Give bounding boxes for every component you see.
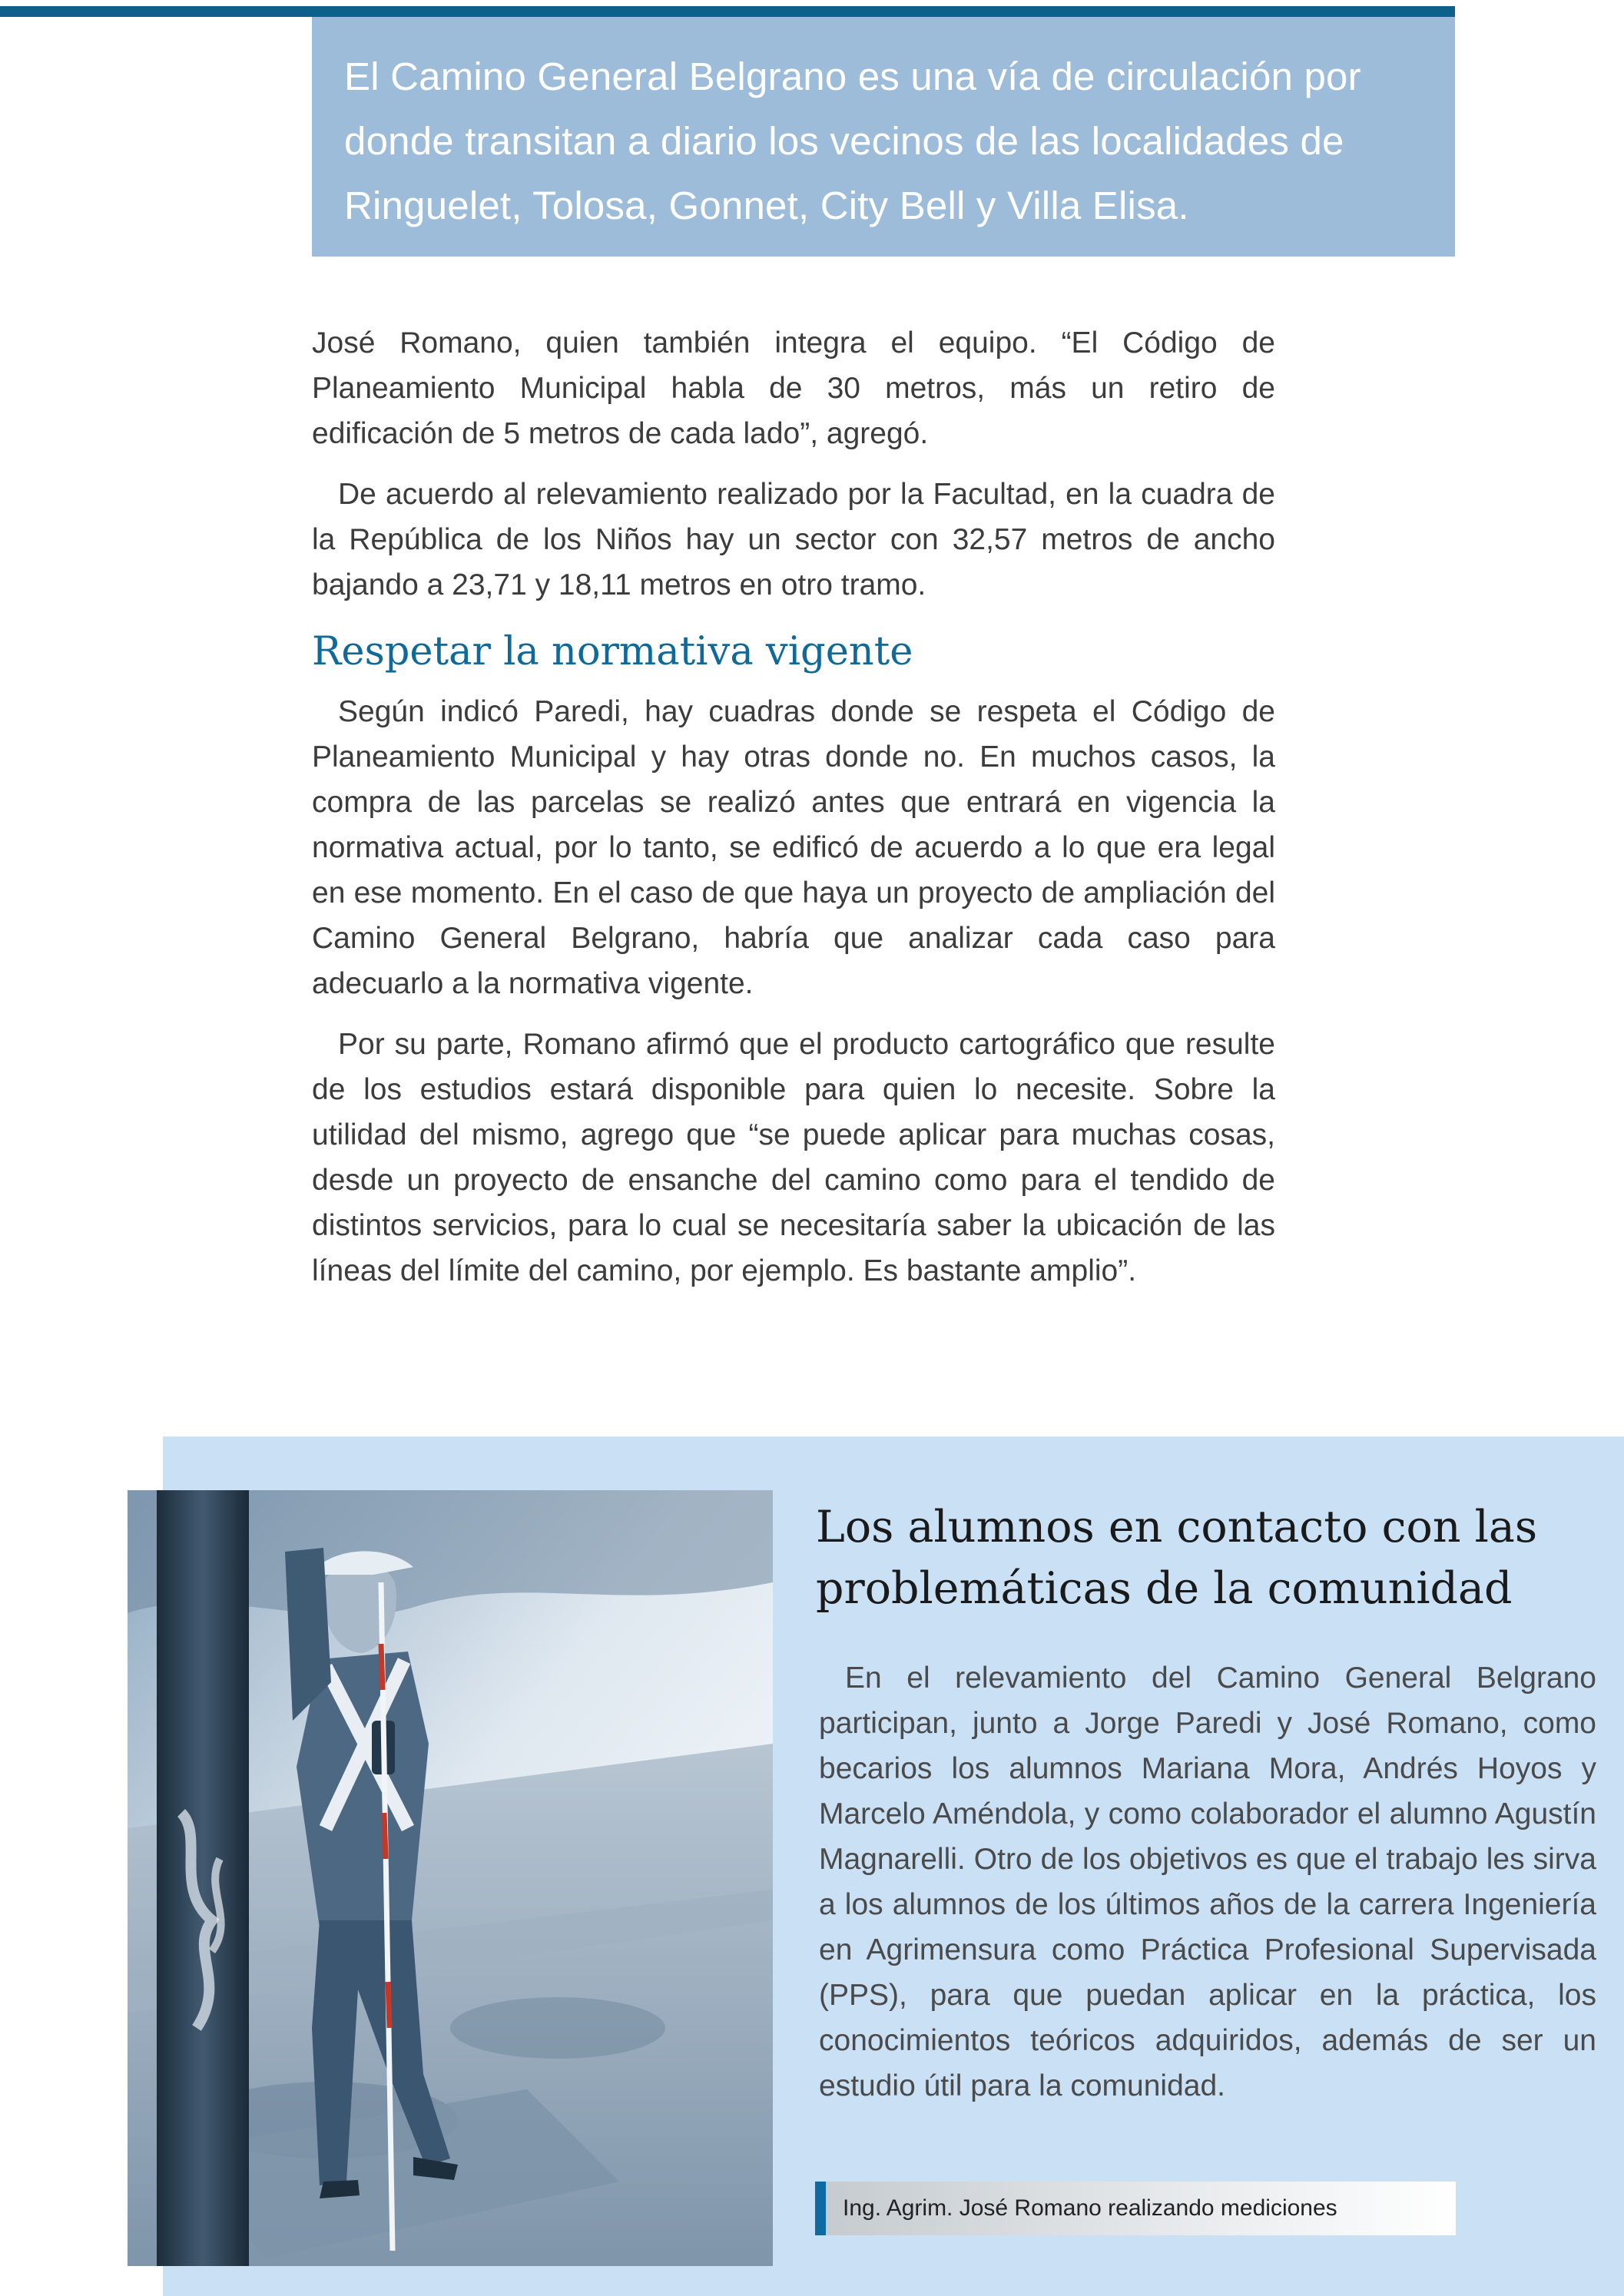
article-paragraph: José Romano, quien también integra el equipo. “El Código de Planeamiento Municipal habla de 30 metros, más un retiro de edificación de 5 metros de cada lado”, agregó. (312, 326, 1275, 450)
sidebar-text: En el relevamiento del Camino General Belgrano participan, junto a Jorge Paredi y José Romano, como becarios los alumnos Mariana Mora, Andrés Hoyos y Marcelo Améndola, y como colaborador el alumno Agustín Magnarelli. Otro de los objetivos es que el trabajo les sirva a los alumnos de los últimos años de la carrera Ingeniería en Agrimensura como Práctica Profesional Supervisada (PPS), para que puedan aplicar en la práctica, los conocimientos teóricos adquiridos, además de ser un estudio útil para la comunidad. (819, 1662, 1596, 2102)
photo-caption (815, 2182, 1456, 2235)
article-paragraph: Según indicó Paredi, hay cuadras donde se respeta el Código de Planeamiento Municipal y hay otras donde no. En muchos casos, la compra de las parcelas se realizó antes que entrará en vigencia la normativa actual, por lo tanto, se edificó de acuerdo a lo que era legal en ese momento. En el caso de que haya un proyecto de ampliación del Camino General Belgrano, habría que analizar cada caso para adecuarlo a la normativa vigente. (312, 695, 1275, 1000)
section-heading: Respetar la normativa vigente (312, 629, 913, 674)
surveyor-photo (128, 1490, 773, 2266)
top-rule (0, 6, 1455, 17)
surveyor-photo-illustration (128, 1490, 773, 2266)
caption-accent-bar (815, 2182, 826, 2235)
article-body (312, 320, 1275, 1294)
sidebar-title: Los alumnos en contacto con las problemáticas de la comunidad (816, 1502, 1538, 1614)
pull-quote-text: El Camino General Belgrano es una vía de circulación por donde transitan a diario los vecinos de las localidades de Ringuelet, Tolosa, Gonnet, City Bell y Villa Elisa. (344, 55, 1361, 227)
photo-caption-text: Ing. Agrim. José Romano realizando mediciones (843, 2195, 1337, 2221)
article-paragraph: De acuerdo al relevamiento realizado por la Facultad, en la cuadra de la República de los Niños hay un sector con 32,57 metros de ancho bajando a 23,71 y 18,11 metros en otro tramo. (312, 478, 1275, 601)
pull-quote-box (312, 17, 1455, 257)
article-paragraph: Por su parte, Romano afirmó que el producto cartográfico que resulte de los estudios estará disponible para quien lo necesite. Sobre la utilidad del mismo, agrego que “se puede aplicar para muchas cosas, desde un proyecto de ensanche del camino como para el tendido de distintos servicios, para lo cual se necesitaría saber la ubicación de las líneas del límite del camino, por ejemplo. Es bastante amplio”. (312, 1028, 1275, 1287)
